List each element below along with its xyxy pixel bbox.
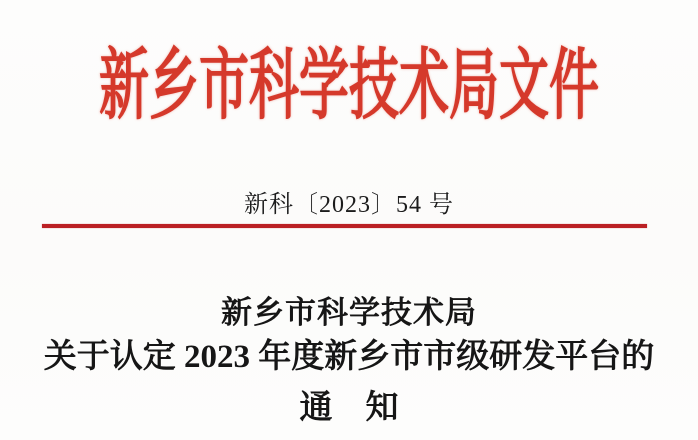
red-divider [42, 224, 647, 228]
document-number: 新科〔2023〕54 号 [244, 192, 454, 218]
notice-subject: 关于认定 2023 年度新乡市市级研发平台的 [43, 339, 655, 375]
letterhead-title: 新乡市科学技术局文件 [99, 41, 599, 129]
notice-issuer: 新乡市科学技术局 [221, 295, 477, 330]
notice-type: 通 知 [299, 390, 399, 426]
